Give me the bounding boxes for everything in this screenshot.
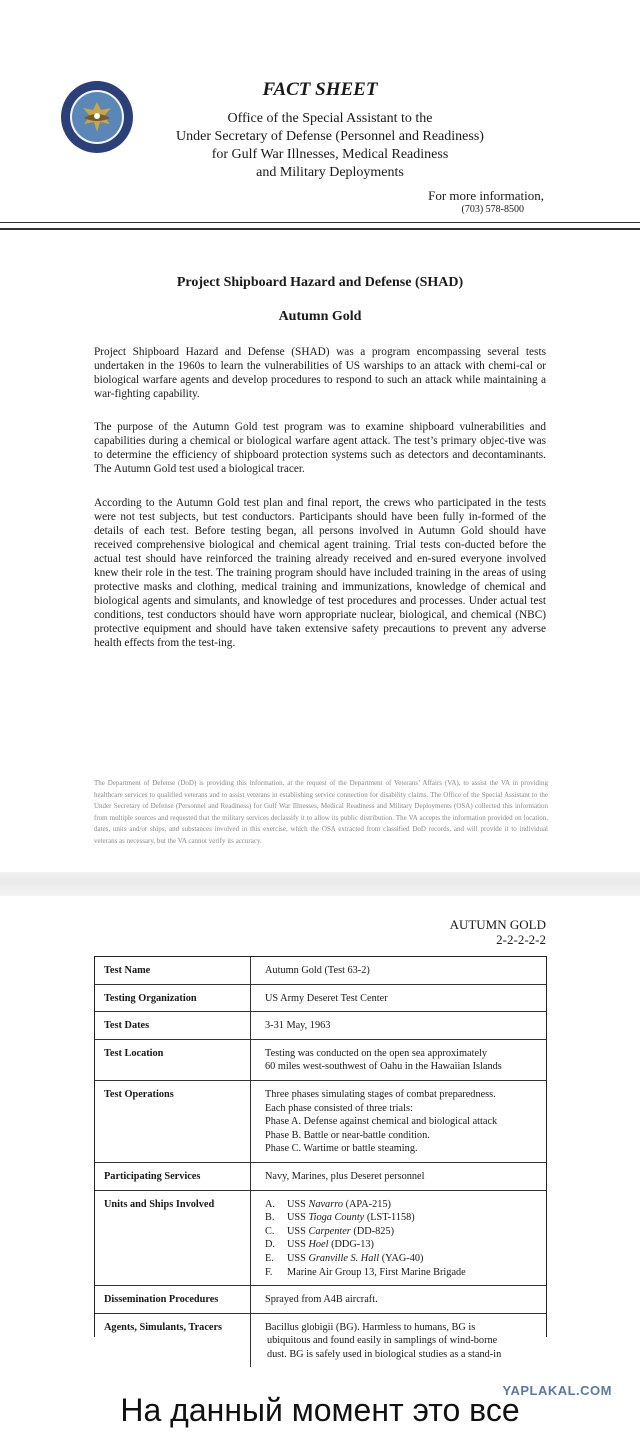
- row-value: [251, 1286, 546, 1313]
- office-line: Under Secretary of Defense (Personnel and Readiness): [176, 129, 484, 144]
- ship-item: [265, 1211, 546, 1225]
- disclaimer-note: The Department of Defense (DoD) is providing this information, at the request of the Department of Veterans’ Affairs (VA), to assist the VA in providing healthcare services to qualified veterans and to assist veterans in establishing service connection for disability claims. The Office of the Special Assistant to the Under Secretary of Defense (Personnel and Readiness) for Gulf War Illnesses, Medical Readiness and Military Deployments (OSA) collected this information from multiple sources and requested that the military services declassify it to allow its public distribution. The VA accepts the information provided on location, dates, units and/or ships, and substances involved in this exercise, which the OSA extracted from classified DoD records, and will provide it to individual veterans as necessary, but the VA cannot verify its accuracy.: [94, 779, 548, 845]
- office-name: [140, 110, 520, 182]
- test-details-table: [94, 956, 547, 1360]
- test-subtitle: Autumn Gold: [278, 309, 362, 324]
- header-divider: [0, 222, 640, 223]
- ship-item: [265, 1252, 546, 1266]
- value-line: Phase B. Battle or near-battle condition.: [265, 1129, 430, 1141]
- ship-name: Navarro: [308, 1198, 343, 1210]
- ship-hull: (YAG-40): [381, 1252, 424, 1264]
- ship-hull: (APA-215): [345, 1198, 391, 1210]
- row-value: [251, 1012, 546, 1039]
- department-of-defense-seal-icon: [60, 80, 134, 154]
- table-row: [95, 1040, 546, 1081]
- ship-prefix: USS: [287, 1239, 306, 1251]
- ship-list: [251, 1191, 546, 1286]
- fact-sheet-title: FACT SHEET: [262, 79, 378, 100]
- ship-letter: A.: [265, 1198, 276, 1210]
- page-code: 2-2-2-2-2: [496, 932, 546, 947]
- value-line: US Army Deseret Test Center: [265, 992, 388, 1004]
- ship-prefix: Marine Air Group 13, First Marine Brigade: [287, 1266, 466, 1278]
- row-label: Units and Ships Involved: [95, 1191, 251, 1286]
- row-value: [251, 957, 546, 984]
- row-label: Testing Organization: [95, 985, 251, 1012]
- row-label: Agents, Simulants, Tracers: [95, 1314, 251, 1368]
- value-line: 3-31 May, 1963: [265, 1020, 331, 1032]
- ship-letter: B.: [265, 1212, 275, 1224]
- value-line: Autumn Gold (Test 63-2): [265, 965, 370, 976]
- ship-prefix: USS: [287, 1212, 306, 1224]
- row-label: Dissemination Procedures: [95, 1286, 251, 1313]
- ship-letter: E.: [265, 1252, 274, 1264]
- paragraph-training: According to the Autumn Gold test plan and final report, the crews who participated in the tests were not test subjects, but test conductors. Participants should have been fully in-formed of the details of each test. Before testing began, all persons involved in Autumn Gold should have received comprehensive biological and chemical agent training. Trial tests con-ducted before the actual test should have reinforced the training already received and en-sured everyone involved knew their role in the test. The training program should have included training in the areas of using protective masks and clothing, medical training and immunizations, knowledge of chemical and biological agents and simulants, and knowledge of test procedures and processes. Under actual test conditions, test conductors should have worn appropriate nuclear, biological, and chemical (NBC) protective equipment and should have taken extensive safety precautions to prevent any adverse health effects from the test-ing.: [94, 497, 546, 649]
- paragraph-intro: Project Shipboard Hazard and Defense (SHAD) was a program encompassing several tests undertaken in the 1960s to learn the vulnerabilities of US warships to an attack with chemi-cal or biological warfare agents and develop procedures to respond to such an attack while maintaining a war-fighting capability.: [94, 346, 546, 400]
- table-row: [95, 1314, 546, 1368]
- ship-item: [265, 1266, 546, 1280]
- value-line: 60 miles west-southwest of Oahu in the Hawaiian Islands: [265, 1061, 502, 1073]
- value-line: Three phases simulating stages of combat preparedness.: [265, 1088, 496, 1100]
- ship-hull: (LST-1158): [366, 1212, 415, 1224]
- site-watermark: YAPLAKAL.COM: [502, 1383, 612, 1398]
- office-line: for Gulf War Illnesses, Medical Readiness: [211, 147, 449, 162]
- table-row: [95, 1286, 546, 1314]
- row-label: Test Name: [95, 957, 251, 984]
- ship-hull: (DD-825): [353, 1225, 394, 1237]
- ship-item: [265, 1198, 546, 1212]
- ship-name: Hoel: [308, 1239, 329, 1251]
- value-line: Phase C. Wartime or battle steaming.: [265, 1143, 418, 1155]
- row-value: [251, 1040, 546, 1080]
- office-line: Office of the Special Assistant to the: [227, 111, 433, 126]
- table-row: [95, 1163, 546, 1191]
- phone-number: (703) 578-8500: [461, 204, 524, 215]
- row-value: [251, 1081, 546, 1162]
- value-line: ubiquitous and found easily in samplings of wind-borne: [267, 1335, 498, 1347]
- table-row: [95, 1191, 546, 1287]
- ship-prefix: USS: [287, 1198, 306, 1210]
- row-value: [251, 1163, 546, 1190]
- value-line: dust. BG is safely used in biological studies as a stand-in: [267, 1348, 502, 1360]
- row-value: [251, 1314, 546, 1368]
- page-separator: [0, 872, 640, 896]
- ship-name: Tioga County: [308, 1212, 365, 1224]
- row-value: [251, 985, 546, 1012]
- ship-hull: (DDG-13): [331, 1239, 374, 1251]
- page-heading: AUTUMN GOLD: [449, 917, 546, 932]
- office-line: and Military Deployments: [256, 165, 404, 180]
- more-information-label: For more information,: [428, 188, 544, 203]
- ship-letter: F.: [265, 1266, 273, 1278]
- value-line: Navy, Marines, plus Deseret personnel: [265, 1170, 425, 1182]
- row-label: Test Dates: [95, 1012, 251, 1039]
- table-row: [95, 1081, 546, 1163]
- value-line: Bacillus globigii (BG). Harmless to humans, BG is: [265, 1321, 476, 1333]
- table-row: [95, 1012, 546, 1040]
- row-label: Test Operations: [95, 1081, 251, 1162]
- value-line: Each phase consisted of three trials:: [265, 1102, 413, 1114]
- ship-item: [265, 1225, 546, 1239]
- row-label: Participating Services: [95, 1163, 251, 1190]
- value-line: Phase A. Defense against chemical and biological attack: [265, 1116, 498, 1128]
- project-title: Project Shipboard Hazard and Defense (SHAD): [176, 275, 464, 290]
- paragraph-purpose: The purpose of the Autumn Gold test program was to examine shipboard vulnerabilities and capabilities during a chemical or biological warfare agent attack. The test’s primary objec-tive was to determine the efficiency of shipboard protection systems such as detectors and decontaminants. The Autumn Gold test used a biological tracer.: [94, 421, 546, 475]
- table-row: [95, 985, 546, 1013]
- ship-prefix: USS: [287, 1225, 306, 1237]
- ship-prefix: USS: [287, 1252, 306, 1264]
- ship-name: Granville S. Hall: [308, 1252, 380, 1264]
- header-divider-thick: [0, 228, 640, 230]
- table-row: [95, 957, 546, 985]
- row-label: Test Location: [95, 1040, 251, 1080]
- ship-letter: D.: [265, 1239, 276, 1251]
- value-line: Testing was conducted on the open sea approximately: [265, 1047, 488, 1059]
- ship-letter: C.: [265, 1225, 275, 1237]
- ship-item: [265, 1238, 546, 1252]
- meme-caption: На данный момент это все: [120, 1392, 520, 1428]
- value-line: Sprayed from A4B aircraft.: [265, 1294, 378, 1306]
- ship-name: Carpenter: [308, 1225, 351, 1237]
